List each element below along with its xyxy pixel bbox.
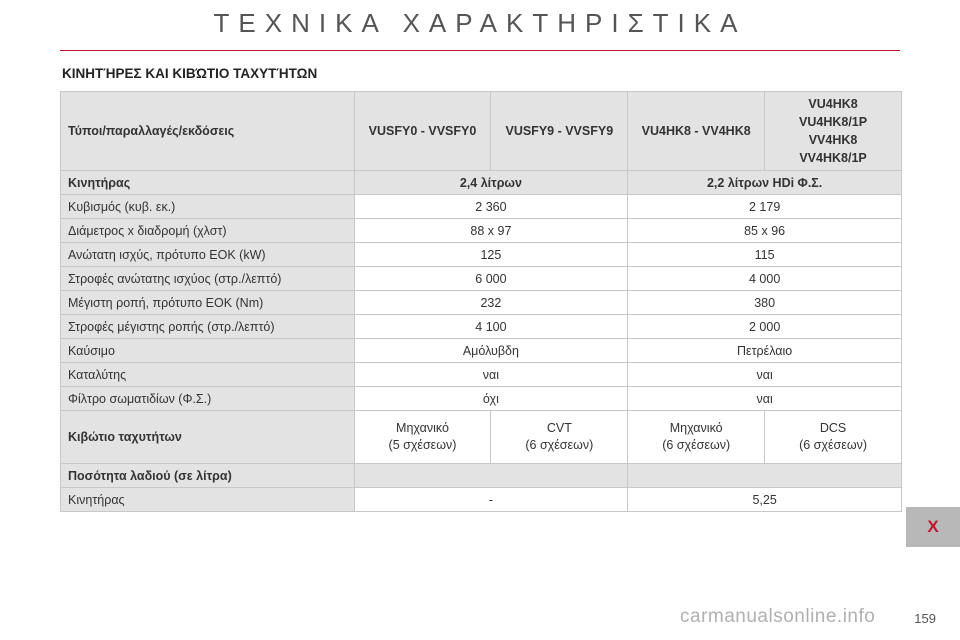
gearbox-type: DCS (819, 421, 847, 435)
gearbox-label: Κιβώτιο ταχυτήτων (61, 411, 355, 464)
header-col-vu4hk8-variants (765, 92, 902, 171)
oil-header-petrol (354, 464, 628, 488)
row-petrol-value: Αμόλυβδη (354, 339, 628, 363)
row-diesel-value: ναι (628, 387, 902, 411)
row-diesel-value: 2 179 (628, 195, 902, 219)
header-col-vu4hk8: VU4HK8 - VV4HK8 (628, 92, 765, 171)
table-row (61, 339, 902, 363)
oil-header-diesel (628, 464, 902, 488)
table-header-row (61, 92, 902, 171)
table-row (61, 315, 902, 339)
section-heading: ΚΙΝΗΤΉΡΕΣ ΚΑΙ ΚΙΒΏΤΙΟ ΤΑΧΥΤΉΤΩΝ (62, 66, 318, 81)
engine-diesel: 2,2 λίτρων HDi Φ.Σ. (628, 171, 902, 195)
row-label: Στροφές μέγιστης ροπής (στρ./λεπτό) (61, 315, 355, 339)
page-number: 159 (914, 611, 936, 626)
row-petrol-value: 125 (354, 243, 628, 267)
gearbox-detail: (5 σχέσεων) (388, 438, 457, 452)
engine-label: Κινητήρας (61, 171, 355, 195)
oil-row (61, 488, 902, 512)
oil-header-row (61, 464, 902, 488)
title-divider (60, 50, 900, 51)
row-label: Καταλύτης (61, 363, 355, 387)
row-petrol-value: 2 360 (354, 195, 628, 219)
table-row (61, 363, 902, 387)
row-label: Καύσιμο (61, 339, 355, 363)
chapter-tab: X (906, 507, 960, 547)
row-diesel-value: 380 (628, 291, 902, 315)
page-title: ΤΕΧΝΙΚΑ ΧΑΡΑΚΤΗΡΙΣΤΙΚΑ (213, 8, 747, 38)
row-petrol-value: όχι (354, 387, 628, 411)
header-col-vusfy0: VUSFY0 - VVSFY0 (354, 92, 491, 171)
table-row (61, 219, 902, 243)
variant-4: VV4HK8/1P (799, 151, 867, 165)
table-row (61, 243, 902, 267)
gearbox-cell (491, 411, 628, 464)
variant-3: VV4HK8 (808, 133, 858, 147)
row-diesel-value: Πετρέλαιο (628, 339, 902, 363)
gearbox-row (61, 411, 902, 464)
header-col-vusfy9: VUSFY9 - VVSFY9 (491, 92, 628, 171)
gearbox-type: Μηχανικό (396, 421, 449, 435)
table-row (61, 387, 902, 411)
table-row (61, 195, 902, 219)
row-diesel-value: ναι (628, 363, 902, 387)
table-row (61, 267, 902, 291)
gearbox-detail: (6 σχέσεων) (662, 438, 731, 452)
variant-1: VU4HK8 (808, 97, 858, 111)
row-label: Κυβισμός (κυβ. εκ.) (61, 195, 355, 219)
row-petrol-value: 88 x 97 (354, 219, 628, 243)
table-row (61, 291, 902, 315)
gearbox-cell (628, 411, 765, 464)
gearbox-cell (354, 411, 491, 464)
engine-petrol: 2,4 λίτρων (354, 171, 628, 195)
gearbox-detail: (6 σχέσεων) (799, 438, 867, 452)
row-label: Στροφές ανώτατης ισχύος (στρ./λεπτό) (61, 267, 355, 291)
oil-diesel-value: 5,25 (628, 488, 902, 512)
row-label: Φίλτρο σωματιδίων (Φ.Σ.) (61, 387, 355, 411)
row-label: Ανώτατη ισχύς, πρότυπο ΕΟΚ (kW) (61, 243, 355, 267)
row-petrol-value: ναι (354, 363, 628, 387)
row-diesel-value: 115 (628, 243, 902, 267)
row-label: Μέγιστη ροπή, πρότυπο ΕΟΚ (Nm) (61, 291, 355, 315)
oil-header-label: Ποσότητα λαδιού (σε λίτρα) (61, 464, 355, 488)
row-petrol-value: 4 100 (354, 315, 628, 339)
row-diesel-value: 2 000 (628, 315, 902, 339)
gearbox-type: Μηχανικό (669, 421, 723, 435)
oil-row-label: Κινητήρας (61, 488, 355, 512)
header-label: Τύποι/παραλλαγές/εκδόσεις (61, 92, 355, 171)
variant-2: VU4HK8/1P (799, 115, 868, 129)
watermark: carmanualsonline.info (680, 606, 876, 627)
specs-table (60, 91, 902, 512)
row-diesel-value: 4 000 (628, 267, 902, 291)
gearbox-type: CVT (546, 421, 572, 435)
row-diesel-value: 85 x 96 (628, 219, 902, 243)
gearbox-cell (765, 411, 902, 464)
engine-row (61, 171, 902, 195)
oil-petrol-value: - (354, 488, 628, 512)
row-petrol-value: 232 (354, 291, 628, 315)
gearbox-detail: (6 σχέσεων) (525, 438, 594, 452)
row-label: Διάμετρος x διαδρομή (χλστ) (61, 219, 355, 243)
row-petrol-value: 6 000 (354, 267, 628, 291)
